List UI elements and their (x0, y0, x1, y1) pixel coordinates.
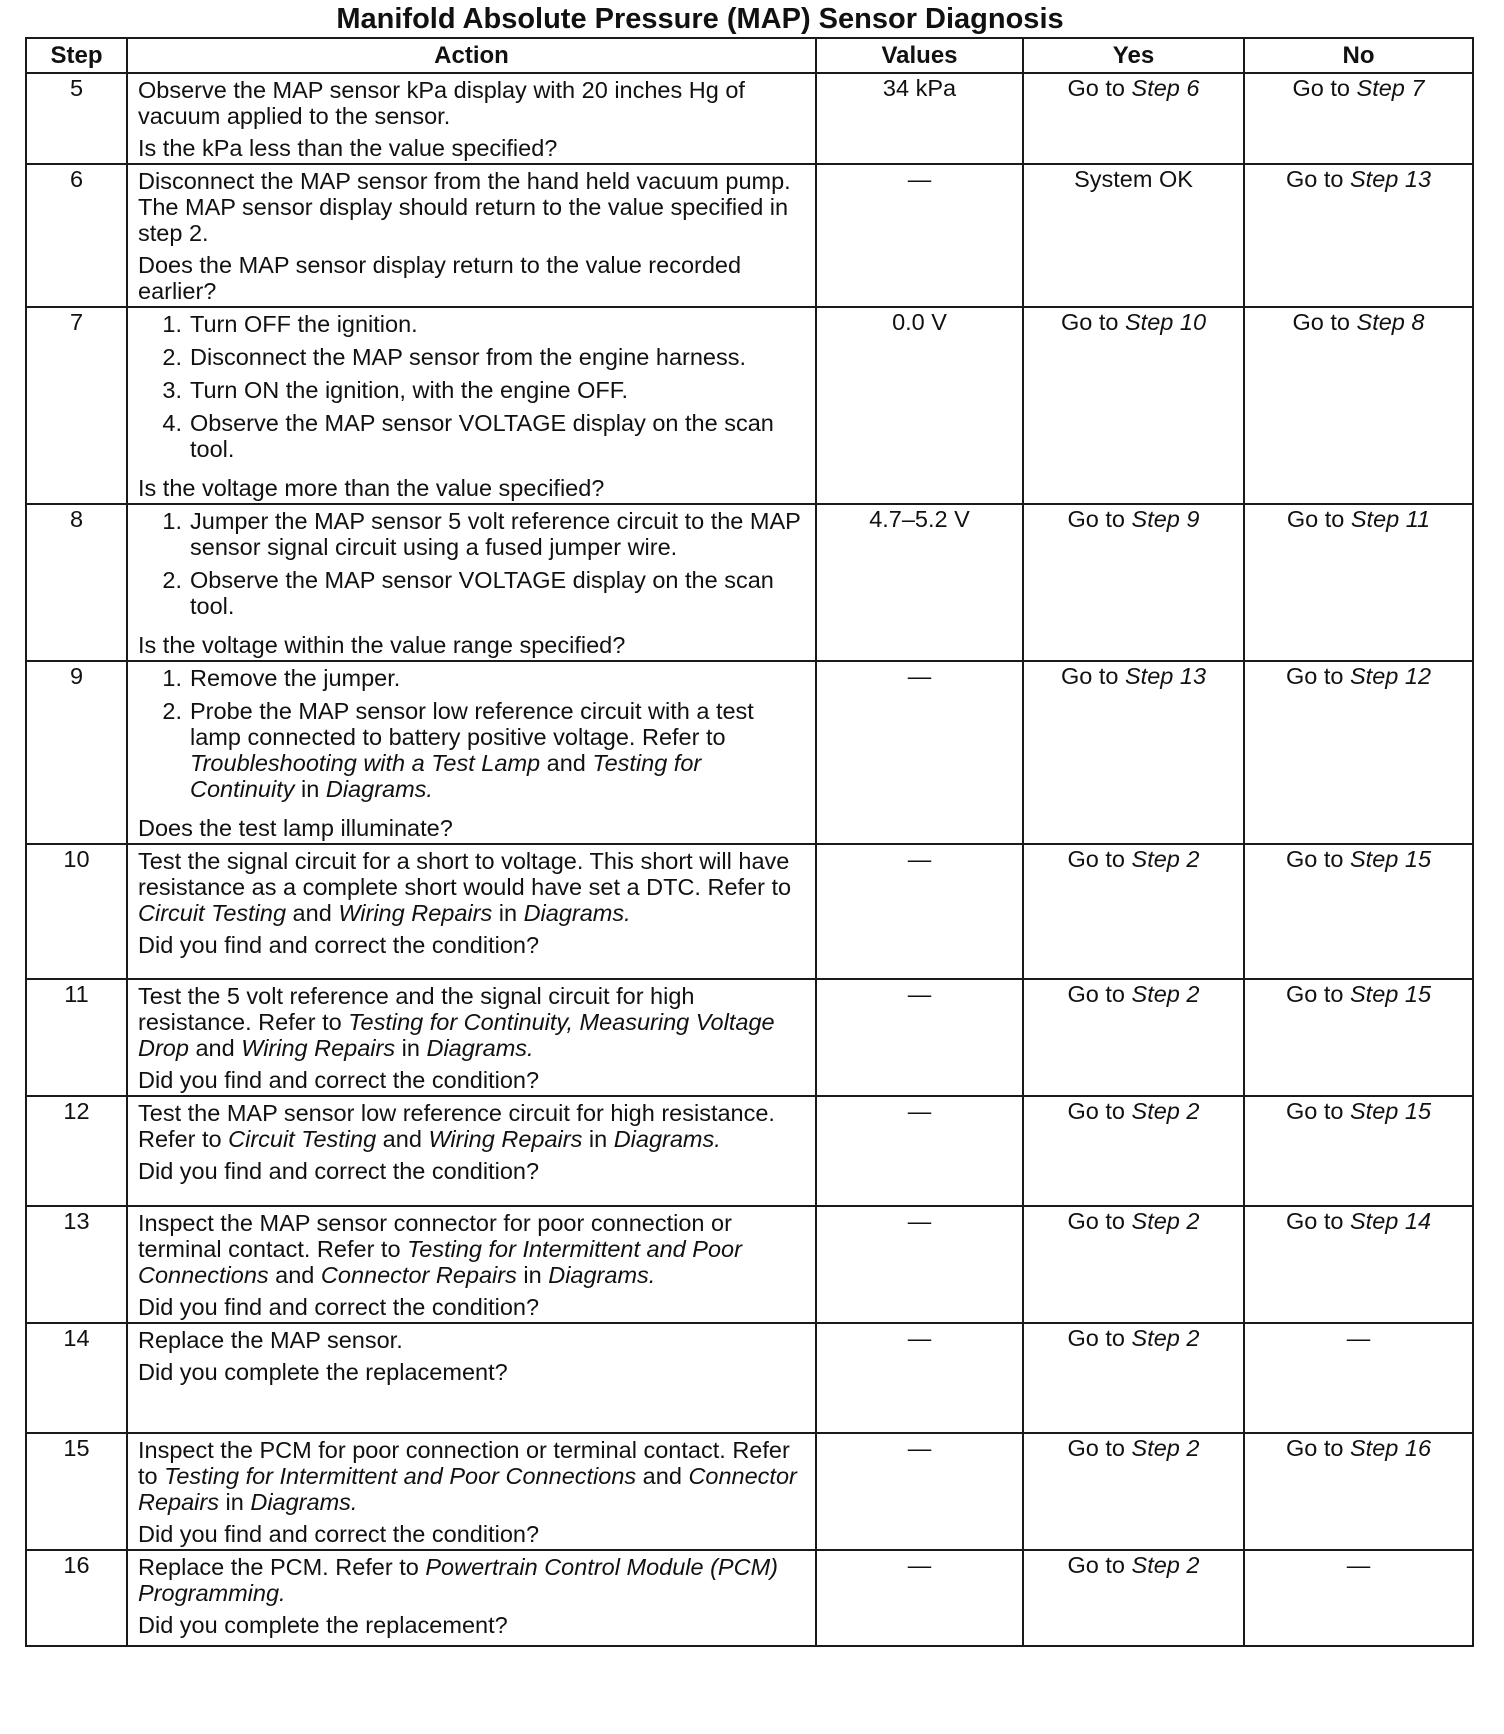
table-row (26, 164, 1473, 307)
action-question: Is the voltage more than the value specified? (138, 475, 605, 501)
action-text: and (540, 750, 593, 776)
table-header-row (26, 38, 1473, 73)
yes-outcome-text: Go to (1067, 1325, 1132, 1351)
step-number: 9 (26, 661, 127, 844)
action-cell (127, 1096, 816, 1206)
diagnosis-table (25, 37, 1474, 1647)
list-item (138, 344, 809, 370)
action-question: Did you find and correct the condition? (138, 932, 540, 958)
action-paragraph (138, 77, 809, 129)
action-cell (127, 307, 816, 504)
table-row (26, 307, 1473, 504)
action-paragraph (138, 1327, 809, 1353)
step-number: 16 (26, 1550, 127, 1646)
step-number: 7 (26, 307, 127, 504)
step-number: 6 (26, 164, 127, 307)
action-body (138, 665, 809, 809)
yes-outcome-text: Go to (1067, 506, 1132, 532)
reference-link: Diagrams. (426, 1035, 534, 1061)
table-row (26, 1206, 1473, 1323)
no-outcome (1244, 307, 1473, 504)
list-item-text (190, 665, 809, 691)
action-cell (127, 1323, 816, 1433)
reference-link: Diagrams. (548, 1262, 656, 1288)
reference-link: Troubleshooting with a Test Lamp (190, 750, 541, 776)
table-row (26, 1550, 1473, 1646)
no-outcome-text: Go to (1285, 981, 1350, 1007)
action-text: Observe the MAP sensor kPa display with 20 inches Hg of vacuum applied to the sensor. (138, 77, 745, 129)
action-text: Turn ON the ignition, with the engine OFF. (190, 377, 629, 403)
goto-step-link[interactable]: Step 2 (1131, 981, 1200, 1007)
goto-step-link[interactable]: Step 2 (1131, 1098, 1200, 1124)
action-text: in (582, 1126, 614, 1152)
no-outcome (1244, 1433, 1473, 1550)
table-row (26, 844, 1473, 979)
action-cell (127, 844, 816, 979)
reference-link: Testing for Continuity, Measuring Voltage Drop (138, 1009, 775, 1061)
goto-step-link[interactable]: Step 11 (1350, 506, 1431, 532)
table-row (26, 504, 1473, 661)
no-outcome (1244, 1206, 1473, 1323)
no-outcome (1244, 1323, 1473, 1433)
action-question: Does the test lamp illuminate? (138, 815, 453, 841)
step-number: 13 (26, 1206, 127, 1323)
no-outcome (1244, 504, 1473, 661)
reference-link: Testing for Intermittent and Poor Connections (164, 1463, 637, 1489)
yes-outcome-text: Go to (1067, 1435, 1132, 1461)
action-text: in (218, 1489, 251, 1515)
action-text: and (376, 1126, 429, 1152)
action-paragraph (138, 1210, 809, 1288)
no-outcome-text: Go to (1292, 75, 1357, 101)
action-content (138, 848, 809, 958)
yes-outcome (1023, 307, 1244, 504)
page-title: Manifold Absolute Pressure (MAP) Sensor Diagnosis (336, 3, 1064, 35)
goto-step-link[interactable]: Step 13 (1350, 166, 1432, 192)
action-paragraph (138, 1100, 809, 1152)
list-item-text (190, 410, 809, 462)
action-content (138, 168, 809, 304)
action-text: Test the 5 volt reference and the signal circuit for high resistance. Refer to (138, 983, 695, 1035)
action-text: in (294, 776, 326, 802)
reference-link: Wiring Repairs (338, 900, 493, 926)
table-row (26, 1433, 1473, 1550)
column-header-action: Action (127, 38, 816, 73)
action-text: Observe the MAP sensor VOLTAGE display on the scan tool. (190, 567, 774, 619)
reference-link: Diagrams. (523, 900, 631, 926)
reference-link: Circuit Testing (138, 900, 287, 926)
action-text: Inspect the MAP sensor connector for poor connection or terminal contact. Refer to (138, 1210, 732, 1262)
list-item (138, 665, 809, 691)
reference-link: Testing for Continuity (190, 750, 702, 802)
action-content (138, 1327, 809, 1385)
reference-link: Diagrams. (613, 1126, 721, 1152)
no-outcome (1244, 73, 1473, 164)
reference-link: Wiring Repairs (241, 1035, 396, 1061)
no-outcome (1244, 844, 1473, 979)
list-item-number: 2. (162, 344, 182, 370)
list-item-text (190, 344, 809, 370)
yes-outcome (1023, 844, 1244, 979)
yes-outcome-text: Go to (1060, 309, 1125, 335)
list-item-number: 2. (162, 567, 182, 593)
yes-outcome (1023, 504, 1244, 661)
action-question: Did you find and correct the condition? (138, 1521, 540, 1547)
step-number: 5 (26, 73, 127, 164)
reference-link: Powertrain Control Module (PCM) Programming. (138, 1554, 778, 1606)
list-item-number: 3. (162, 377, 182, 403)
action-steps-list (138, 508, 809, 619)
action-question: Is the kPa less than the value specified? (138, 135, 558, 161)
action-cell (127, 164, 816, 307)
goto-step-link[interactable]: Step 13 (1125, 663, 1207, 689)
action-text: Turn OFF the ignition. (190, 311, 418, 337)
action-text: Probe the MAP sensor low reference circuit with a test lamp connected to battery positive voltage. Refer to (190, 698, 754, 750)
no-outcome-text: Go to (1286, 506, 1351, 532)
action-text: Observe the MAP sensor VOLTAGE display on the scan tool. (190, 410, 774, 462)
spec-value: — (816, 1096, 1023, 1206)
action-text: Jumper the MAP sensor 5 volt reference circuit to the MAP sensor signal circuit using a fused jumper wire. (190, 508, 801, 560)
action-cell (127, 73, 816, 164)
reference-link: Connector Repairs (320, 1262, 517, 1288)
list-item (138, 311, 809, 337)
reference-link: Connector Repairs (138, 1463, 797, 1515)
no-outcome-text: Go to (1285, 166, 1350, 192)
action-question: Did you complete the replacement? (138, 1612, 508, 1638)
action-body (138, 1100, 809, 1152)
goto-step-link[interactable]: Step 14 (1350, 1208, 1432, 1234)
step-number: 15 (26, 1433, 127, 1550)
action-text: Disconnect the MAP sensor from the hand held vacuum pump. The MAP sensor display should return to the value specified in step 2. (138, 168, 791, 246)
yes-outcome (1023, 164, 1244, 307)
step-number: 12 (26, 1096, 127, 1206)
yes-outcome (1023, 1206, 1244, 1323)
list-item-text (190, 377, 809, 403)
action-question: Did you find and correct the condition? (138, 1158, 540, 1184)
yes-outcome-text: Go to (1067, 981, 1132, 1007)
list-item-number: 1. (162, 311, 182, 337)
column-header-step: Step (26, 38, 127, 73)
list-item-number: 4. (162, 410, 182, 436)
yes-outcome-text: System OK (1074, 166, 1193, 192)
action-cell (127, 1433, 816, 1550)
spec-value: — (816, 979, 1023, 1096)
action-paragraph (138, 168, 809, 246)
reference-link: Circuit Testing (228, 1126, 377, 1152)
action-text: Test the MAP sensor low reference circuit for high resistance. Refer to (138, 1100, 775, 1152)
yes-outcome (1023, 979, 1244, 1096)
action-text: in (516, 1262, 549, 1288)
yes-outcome (1023, 1550, 1244, 1646)
goto-step-link[interactable]: Step 6 (1131, 75, 1200, 101)
table-row (26, 1096, 1473, 1206)
action-paragraph (138, 983, 809, 1061)
action-body (138, 311, 809, 469)
goto-step-link[interactable]: Step 16 (1350, 1435, 1432, 1461)
table-body (26, 73, 1473, 1646)
action-steps-list (138, 311, 809, 462)
spec-value: 34 kPa (816, 73, 1023, 164)
action-question: Did you find and correct the condition? (138, 1294, 540, 1320)
action-text: and (268, 1262, 321, 1288)
action-content (138, 1437, 809, 1547)
action-text: Replace the PCM. Refer to (138, 1554, 426, 1580)
spec-value: 4.7–5.2 V (816, 504, 1023, 661)
no-outcome (1244, 1550, 1473, 1646)
step-number: 8 (26, 504, 127, 661)
no-outcome (1244, 1096, 1473, 1206)
goto-step-link[interactable]: Step 2 (1131, 846, 1200, 872)
action-body (138, 508, 809, 626)
yes-outcome-text: Go to (1067, 1208, 1132, 1234)
column-header-yes: Yes (1023, 38, 1244, 73)
action-text: Test the signal circuit for a short to voltage. This short will have resistance as a complete short would have set a DTC. Refer to (138, 848, 792, 900)
no-outcome-text: Go to (1285, 1435, 1350, 1461)
yes-outcome (1023, 661, 1244, 844)
goto-step-link[interactable]: Step 8 (1356, 309, 1425, 335)
action-body (138, 983, 809, 1061)
table-row (26, 661, 1473, 844)
action-text: and (286, 900, 339, 926)
table-row (26, 979, 1473, 1096)
no-outcome-text: — (1346, 1325, 1371, 1351)
action-content (138, 1100, 809, 1184)
reference-link: Testing for Intermittent and Poor Connections (138, 1236, 742, 1288)
action-body (138, 848, 809, 926)
column-header-values: Values (816, 38, 1023, 73)
column-header-no: No (1244, 38, 1473, 73)
list-item-number: 2. (162, 698, 182, 724)
yes-outcome (1023, 1433, 1244, 1550)
no-outcome (1244, 164, 1473, 307)
action-body (138, 1437, 809, 1515)
spec-value: — (816, 1550, 1023, 1646)
yes-outcome-text: Go to (1067, 75, 1132, 101)
action-content (138, 1210, 809, 1320)
no-outcome-text: Go to (1285, 1208, 1350, 1234)
action-body (138, 168, 809, 246)
yes-outcome-text: Go to (1067, 1552, 1132, 1578)
list-item-text (190, 698, 809, 802)
no-outcome-text: — (1346, 1552, 1371, 1578)
goto-step-link[interactable]: Step 2 (1131, 1435, 1200, 1461)
goto-step-link[interactable]: Step 12 (1350, 663, 1432, 689)
reference-link: Diagrams. (250, 1489, 358, 1515)
action-content (138, 983, 809, 1093)
action-paragraph (138, 1554, 809, 1606)
list-item (138, 377, 809, 403)
action-paragraph (138, 1437, 809, 1515)
goto-step-link[interactable]: Step 9 (1131, 506, 1200, 532)
action-content (138, 77, 809, 161)
action-cell (127, 661, 816, 844)
no-outcome-text: Go to (1285, 846, 1350, 872)
yes-outcome (1023, 73, 1244, 164)
spec-value: 0.0 V (816, 307, 1023, 504)
goto-step-link[interactable]: Step 2 (1131, 1208, 1200, 1234)
no-outcome (1244, 661, 1473, 844)
action-question: Did you find and correct the condition? (138, 1067, 540, 1093)
action-paragraph (138, 848, 809, 926)
goto-step-link[interactable]: Step 7 (1356, 75, 1425, 101)
action-question: Does the MAP sensor display return to the value recorded earlier? (138, 252, 742, 304)
action-question: Did you complete the replacement? (138, 1359, 508, 1385)
yes-outcome-text: Go to (1067, 1098, 1132, 1124)
yes-outcome-text: Go to (1060, 663, 1125, 689)
action-text: Disconnect the MAP sensor from the engine harness. (190, 344, 747, 370)
spec-value: — (816, 164, 1023, 307)
table-row (26, 73, 1473, 164)
list-item-text (190, 567, 809, 619)
action-cell (127, 979, 816, 1096)
list-item (138, 567, 809, 619)
no-outcome (1244, 979, 1473, 1096)
action-body (138, 77, 809, 129)
spec-value: — (816, 844, 1023, 979)
action-steps-list (138, 665, 809, 802)
spec-value: — (816, 1323, 1023, 1433)
no-outcome-text: Go to (1285, 1098, 1350, 1124)
action-content (138, 508, 809, 658)
list-item (138, 698, 809, 802)
list-item-number: 1. (162, 665, 182, 691)
action-cell (127, 504, 816, 661)
table-row (26, 1323, 1473, 1433)
list-item (138, 508, 809, 560)
action-body (138, 1210, 809, 1288)
action-text: Inspect the PCM for poor connection or terminal contact. Refer to (138, 1437, 790, 1489)
action-text: and (188, 1035, 242, 1061)
action-cell (127, 1206, 816, 1323)
step-number: 10 (26, 844, 127, 979)
spec-value: — (816, 1433, 1023, 1550)
reference-link: Diagrams. (325, 776, 433, 802)
reference-link: Wiring Repairs (428, 1126, 583, 1152)
yes-outcome (1023, 1323, 1244, 1433)
goto-step-link[interactable]: Step 15 (1350, 846, 1432, 872)
no-outcome-text: Go to (1292, 309, 1357, 335)
action-content (138, 311, 809, 501)
action-text: Replace the MAP sensor. (138, 1327, 403, 1353)
yes-outcome (1023, 1096, 1244, 1206)
yes-outcome-text: Go to (1067, 846, 1132, 872)
action-body (138, 1327, 809, 1353)
action-text: and (636, 1463, 689, 1489)
goto-step-link[interactable]: Step 15 (1350, 1098, 1432, 1124)
action-cell (127, 1550, 816, 1646)
step-number: 11 (26, 979, 127, 1096)
action-content (138, 665, 809, 841)
spec-value: — (816, 661, 1023, 844)
list-item-text (190, 508, 809, 560)
list-item-text (190, 311, 809, 337)
action-body (138, 1554, 809, 1606)
step-number: 14 (26, 1323, 127, 1433)
goto-step-link[interactable]: Step 2 (1131, 1325, 1200, 1351)
list-item-number: 1. (162, 508, 182, 534)
action-question: Is the voltage within the value range specified? (138, 632, 626, 658)
goto-step-link[interactable]: Step 10 (1125, 309, 1207, 335)
action-text: Remove the jumper. (190, 665, 401, 691)
goto-step-link[interactable]: Step 15 (1350, 981, 1432, 1007)
list-item (138, 410, 809, 462)
action-text: in (395, 1035, 427, 1061)
action-content (138, 1554, 809, 1638)
no-outcome-text: Go to (1285, 663, 1350, 689)
goto-step-link[interactable]: Step 2 (1131, 1552, 1200, 1578)
action-text: in (492, 900, 524, 926)
spec-value: — (816, 1206, 1023, 1323)
